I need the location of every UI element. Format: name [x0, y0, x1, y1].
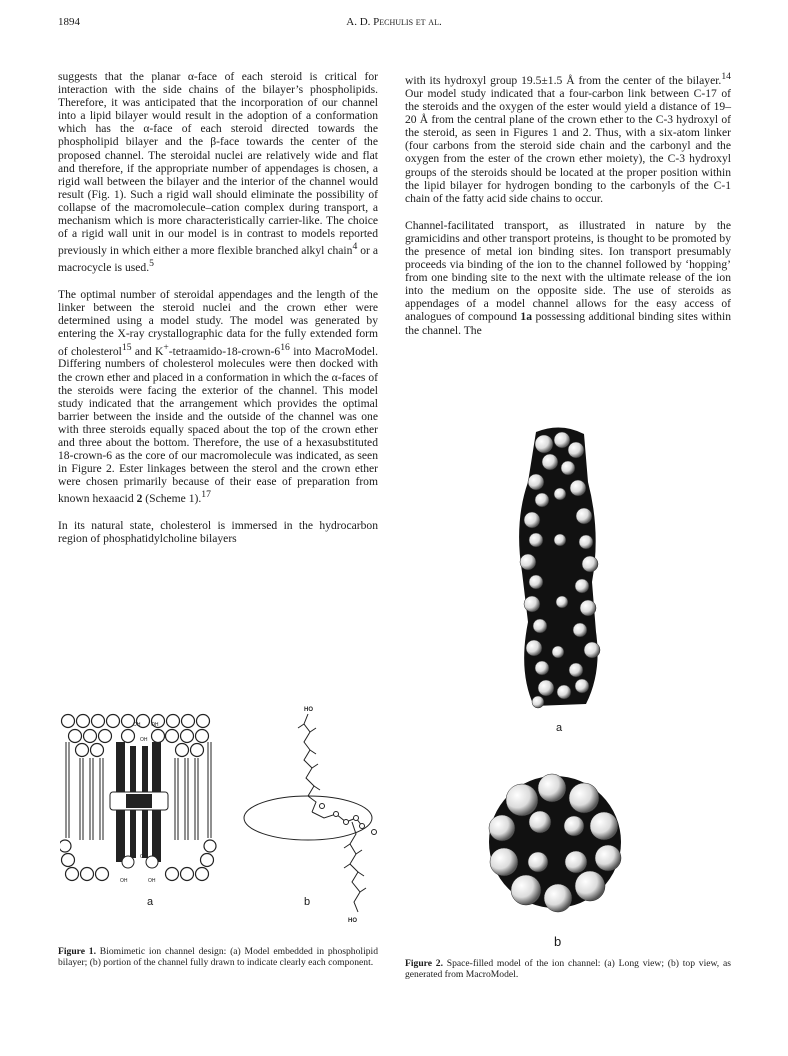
figure2-caption-text: Space-filled model of the ion channel: (a) Long view; (b) top view, as generated from MacroModel. — [405, 958, 731, 980]
figure1a-oh-label: OH — [140, 737, 148, 743]
figure1a-oh-label: OH — [133, 722, 141, 728]
figure2a-space-filled-long-view — [506, 422, 616, 712]
page-number: 1894 — [58, 16, 80, 28]
right-paragraph-1: with its hydroxyl group 19.5±1.5 Å from the center of the bilayer.$^{14}$ Our model study indicated that a four-carbon link between C-17 of the steroids and the oxygen of the ester would yield a distance of 19–20 Å from the central plane of the crown ether to the C-3 hydroxyl of the steroid, as seen in Figures 1 and 2. Thus, with a six-atom linker (four carbons from the steroid side chain and the carbonyl and the oxygen from the ester of the crown ether moiety), the C-3 hydroxyl groups of the steroids should be located at the proper position within the lipid bilayer for hydrogen bonding to the carbonyls of the C-1 chain of the fatty acid side chains to occur. — [405, 71, 731, 205]
figure1-caption — [58, 946, 378, 968]
figure2a-label: a — [556, 722, 563, 734]
right-column — [405, 70, 731, 351]
figure1a-oh-label: OH — [151, 722, 159, 728]
figure1b-ho-label: HO — [304, 707, 313, 713]
figure1a-bilayer-diagram — [60, 712, 220, 884]
running-head: A. D. Pechulis et al. — [346, 16, 442, 28]
figure1a-oh-label: OH — [148, 878, 156, 884]
left-paragraph-2: The optimal number of steroidal appendages and the length of the linker between the steroid nuclei and the crown ether were determined using a model study. The model was generated by entering the X-ray crystallographic data for the fully extended form of cholesterol$^{15}$ and $K^+-tetraamido-18-crown-6^{16}$ into MacroModel. Differing numbers of cholesterol molecules were then docked with the crown ether and placed in a conformation in which the α-faces of the steroids were facing the exterior of the channel. This model study indicated that the arrangement which provides the optimal barrier between the inside and the outside of the channel was one with three steroids equally spaced about the top of the crown ether and three about the bottom. Therefore, the use of a hexasubstituted 18-crown-6 as the core of our macromolecule was indicated, as seen in Figure 2. Ester linkages between the sterol and the crown ether were chosen primarily because of their ease of preparation from known hexaacid 2 (Scheme 1).$^{17}$ — [58, 288, 378, 506]
left-paragraph-3: In its natural state, cholesterol is immersed in the hydrocarbon region of phosphatidylcholine bilayers — [58, 519, 378, 546]
figure1-caption-title: Figure 1. — [58, 946, 96, 957]
left-column — [58, 70, 378, 560]
figure2b-space-filled-top-view — [480, 766, 630, 916]
left-paragraph-1: suggests that the planar α-face of each steroid is critical for interaction with the side chains of the bilayer’s phospholipids. Therefore, it was anticipated that the incorporation of our channel into a lipid bilayer would result in the adoption of a conformation which has the α-face of each steroid directed towards the phospholipid bilayer and the β-face towards the center of the proposed channel. The steroidal nuclei are relatively wide and flat and therefore, if the appropriate number of appendages is chosen, a rigid wall between the bilayer and the interior of the channel would result (Fig. 1). Such a rigid wall should eliminate the possibility of collapse of the macromolecule–cation complex during transport, a mechanism which is more characteristically carrier-like. The choice of a rigid wall unit in our model is in contrast to models reported previously in which either a more flexible branched alkyl chain$^4$ or a macrocycle is used.$^5$ — [58, 70, 378, 275]
figure1a-label: a — [147, 896, 154, 908]
figure2-caption-title: Figure 2. — [405, 958, 443, 969]
page-header — [58, 16, 730, 32]
right-paragraph-2: Channel-facilitated transport, as illustrated in nature by the gramicidins and other transport proteins, is thought to be promoted by the presence of metal ion binding sites. Ion transport presumably proceeds via binding of the ion to the channel followed by ‘hopping’ from one binding site to the next with the ultimate release of the ion into the medium on the opposite side. The use of steroids as appendages of a model channel allows for the easy access of analogues of compound 1a possessing additional binding sites within the channel. The — [405, 218, 731, 337]
figure1b-ho-label: HO — [348, 918, 357, 924]
figure1-caption-text: Biomimetic ion channel design: (a) Model embedded in phospholipid bilayer; (b) portion of the channel fully drawn to indicate clearly each component. — [58, 946, 378, 968]
figure1b-label: b — [304, 896, 311, 908]
figure2-caption — [405, 958, 731, 980]
figure1a-oh-label: OH — [140, 854, 148, 860]
figure2b-label: b — [554, 934, 562, 949]
figure1a-oh-label: OH — [120, 878, 128, 884]
figure1b-structure-drawing — [228, 702, 388, 924]
